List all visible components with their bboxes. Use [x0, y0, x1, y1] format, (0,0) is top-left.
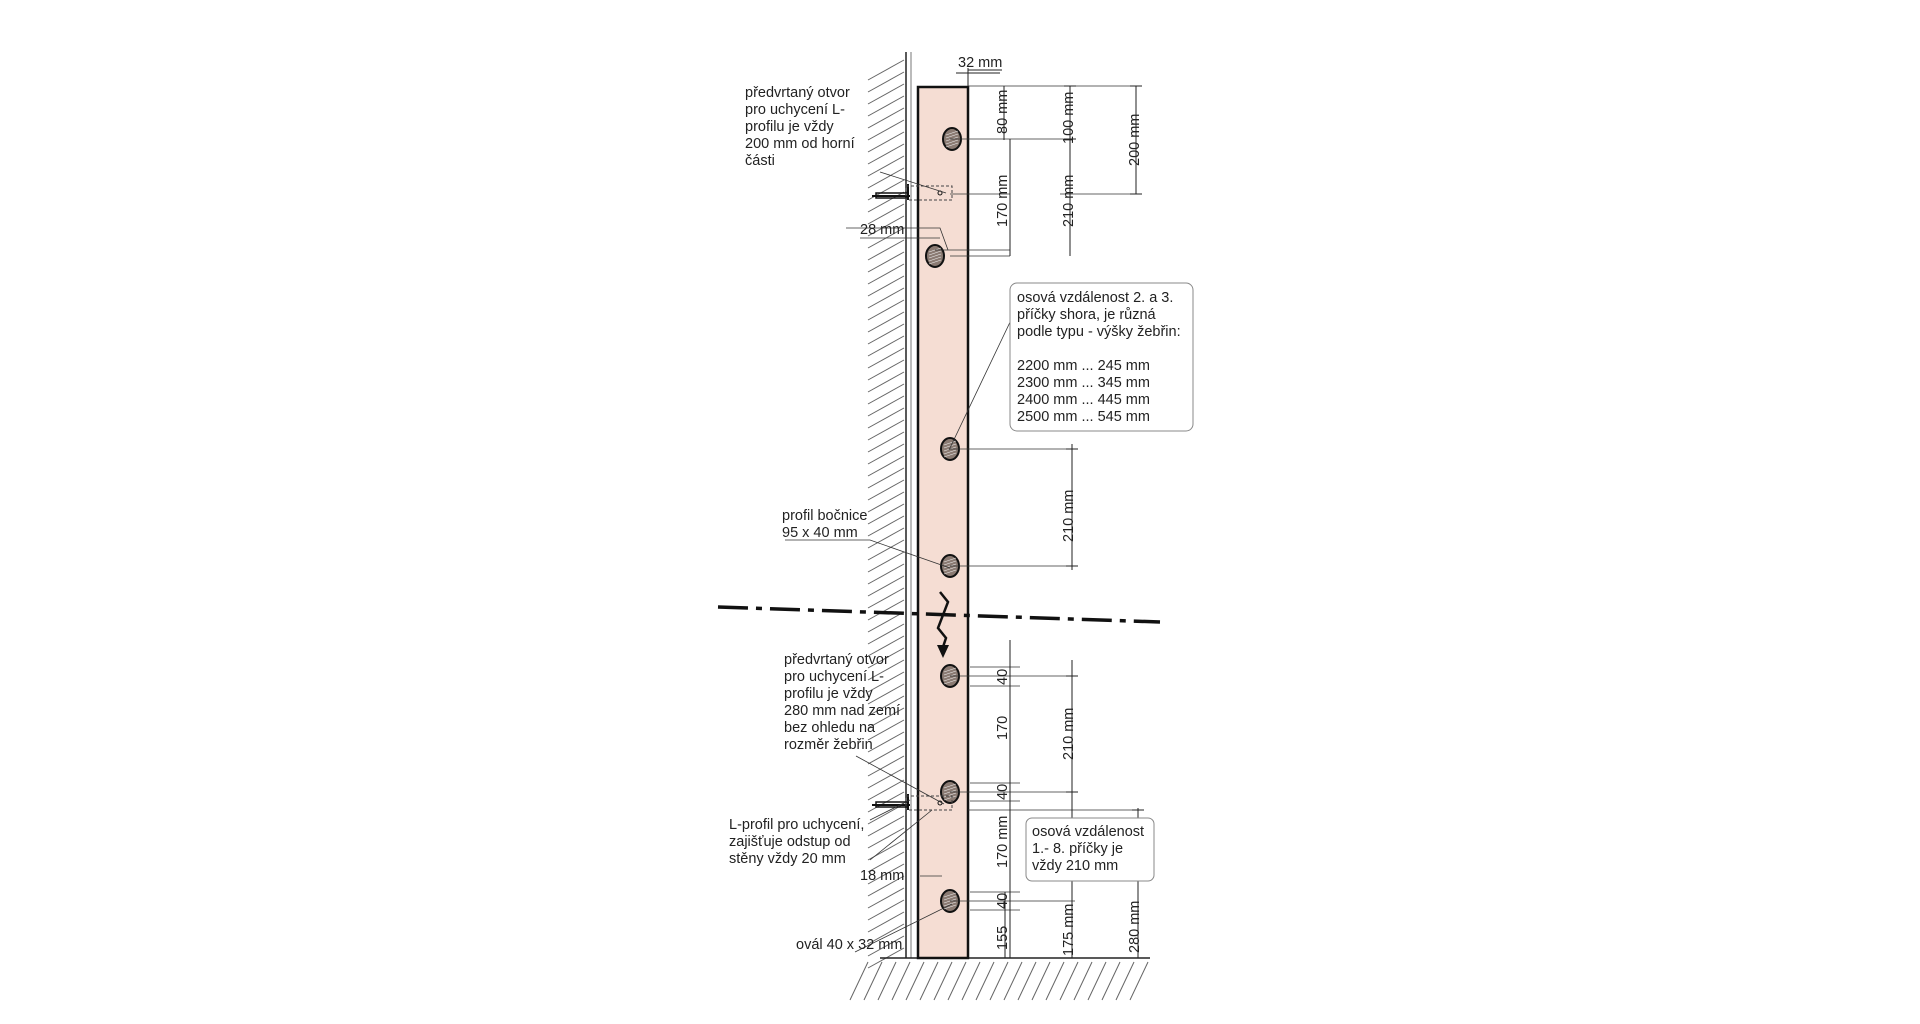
note-bottom-hole	[784, 652, 900, 753]
floor-hatch-line	[878, 962, 896, 1000]
wall-hatch-line	[868, 504, 904, 524]
floor-hatch-line	[850, 962, 868, 1000]
wall-hatch-line	[868, 72, 904, 92]
dim-170-mid-label: 170	[995, 715, 1011, 740]
wall-hatch-line	[868, 516, 904, 536]
dim-175-label: 175 mm	[1061, 903, 1077, 956]
wall-hatch-line	[868, 396, 904, 416]
dim-170-top-label: 170 mm	[995, 174, 1011, 227]
wall-hatch-line	[868, 432, 904, 452]
floor-hatch-line	[962, 962, 980, 1000]
wall-hatch-line	[868, 768, 904, 788]
wall-hatch-line	[868, 372, 904, 392]
note-oval	[796, 937, 902, 953]
note-line: osová vzdálenost 2. a 3.	[1017, 290, 1174, 306]
note-line: předvrtaný otvor	[784, 652, 889, 668]
dim-40-b-label: 40	[995, 783, 1011, 800]
note-line: příčky shora, je různá	[1017, 307, 1156, 323]
wall-hatch-line	[868, 60, 904, 80]
dim-width-top-label: 32 mm	[958, 55, 1003, 71]
wall-hatch-line	[868, 324, 904, 344]
wall-hatch-line	[868, 444, 904, 464]
wall-hatch-line	[868, 360, 904, 380]
floor-hatch-line	[1060, 962, 1078, 1000]
dim-40-a-label: 40	[995, 668, 1011, 685]
note-line: bez ohledu na	[784, 720, 876, 736]
wall-hatch-line	[868, 588, 904, 608]
dim-18-label: 18 mm	[860, 868, 905, 884]
note-line: 2500 mm ... 545 mm	[1017, 409, 1150, 425]
wall-hatch-line	[868, 816, 904, 836]
dim-28-label: 28 mm	[860, 222, 905, 238]
floor-hatch-line	[906, 962, 924, 1000]
dim-40-c-label: 40	[995, 892, 1011, 909]
note-line: 200 mm od horní	[745, 136, 855, 152]
floor-hatch-line	[1032, 962, 1050, 1000]
wall-hatch-line	[868, 528, 904, 548]
note-line: předvrtaný otvor	[745, 85, 850, 101]
dim-280-label: 280 mm	[1127, 900, 1143, 953]
floor-hatch-line	[1102, 962, 1120, 1000]
note-line: 2300 mm ... 345 mm	[1017, 375, 1150, 391]
wall-hatch-line	[868, 624, 904, 644]
note-line: 2400 mm ... 445 mm	[1017, 392, 1150, 408]
wall-hatch-line	[868, 288, 904, 308]
wall-hatch-line	[868, 744, 904, 764]
dim-210-top-label: 210 mm	[1061, 174, 1077, 227]
wall-hatch-line	[868, 888, 904, 908]
wall-hatch-line	[868, 576, 904, 596]
wall-hatch-line	[868, 120, 904, 140]
wall-hatch-line	[868, 480, 904, 500]
wall-hatch-line	[868, 900, 904, 920]
note-line: 280 mm nad zemí	[784, 703, 901, 719]
note-line: stěny vždy 20 mm	[729, 851, 846, 867]
floor-hatch-line	[948, 962, 966, 1000]
floor-hatch-line	[920, 962, 938, 1000]
wall-hatch-line	[868, 468, 904, 488]
wall-hatch-line	[868, 264, 904, 284]
floor-hatch-line	[976, 962, 994, 1000]
wall-hatch-line	[868, 204, 904, 224]
floor-hatch-line	[990, 962, 1008, 1000]
note-line: 1.- 8. příčky je	[1032, 841, 1124, 857]
wall-hatch-line	[868, 348, 904, 368]
note-line: vždy 210 mm	[1032, 858, 1119, 874]
wall-hatch-line	[868, 492, 904, 512]
note-top-hole	[745, 85, 855, 169]
floor-hatch-line	[1074, 962, 1092, 1000]
dim-170-low-label: 170 mm	[995, 815, 1011, 868]
floor-hatch-line	[1046, 962, 1064, 1000]
note-line: profilu je vždy	[745, 119, 834, 135]
note-line: profil bočnice	[782, 508, 868, 524]
note-line: 2200 mm ... 245 mm	[1017, 358, 1150, 374]
note-line: ovál 40 x 32 mm	[796, 937, 903, 953]
dim-100-label: 100 mm	[1061, 91, 1077, 144]
floor-hatch-line	[934, 962, 952, 1000]
note-line: profilu je vždy	[784, 686, 873, 702]
note-line: zajišťuje odstup od	[729, 834, 851, 850]
note-line: rozměr žebřin	[784, 737, 873, 753]
wall-hatch-line	[868, 300, 904, 320]
wall-hatch-line	[868, 252, 904, 272]
note-profile	[782, 508, 867, 541]
wall-hatch-line	[868, 408, 904, 428]
wall-hatch-line	[868, 96, 904, 116]
wall-hatch-line	[868, 108, 904, 128]
wall-hatch-line	[868, 756, 904, 776]
floor-hatch-line	[1088, 962, 1106, 1000]
note-line: osová vzdálenost	[1032, 824, 1145, 840]
dim-210-mid-label: 210 mm	[1061, 489, 1077, 542]
wall-hatch-line	[868, 684, 904, 704]
note-line: 95 x 40 mm	[782, 525, 858, 541]
note-line: části	[745, 153, 775, 169]
wall-hatch-line	[868, 564, 904, 584]
dim-210-low-label: 210 mm	[1061, 707, 1077, 760]
wall-hatch-line	[868, 912, 904, 932]
floor-hatch-line	[1018, 962, 1036, 1000]
wall-hatch-line	[868, 336, 904, 356]
wall-hatch-line	[868, 600, 904, 620]
wall-hatch-line	[868, 552, 904, 572]
wall-hatch-line	[868, 612, 904, 632]
dim-155-label: 155	[995, 925, 1011, 950]
wall-hatch-line	[868, 132, 904, 152]
ladder-rail	[918, 87, 968, 958]
wall-hatch-line	[868, 144, 904, 164]
note-line: podle typu - výšky žebřin:	[1017, 324, 1181, 340]
wall-hatch-line	[868, 156, 904, 176]
note-line: pro uchycení L-	[745, 102, 845, 118]
wall-hatch-line	[868, 456, 904, 476]
floor-hatch-line	[1116, 962, 1134, 1000]
wall-hatch-line	[868, 276, 904, 296]
floor-hatching	[850, 962, 1148, 1000]
wall-hatch-line	[868, 780, 904, 800]
floor-hatch-line	[1130, 962, 1148, 1000]
wall-hatch-line	[868, 828, 904, 848]
floor-hatch-line	[892, 962, 910, 1000]
dim-80-label: 80 mm	[995, 89, 1011, 134]
note-l-profile	[729, 817, 864, 867]
floor-hatch-line	[1004, 962, 1022, 1000]
note-line: L-profil pro uchycení,	[729, 817, 865, 833]
note-line: pro uchycení L-	[784, 669, 884, 685]
wall-hatch-line	[868, 420, 904, 440]
wall-hatch-line	[868, 312, 904, 332]
floor-hatch-line	[864, 962, 882, 1000]
wall-hatch-line	[868, 240, 904, 260]
wall-hatch-line	[868, 384, 904, 404]
dim-200-label: 200 mm	[1127, 113, 1143, 166]
wall-hatch-line	[868, 84, 904, 104]
